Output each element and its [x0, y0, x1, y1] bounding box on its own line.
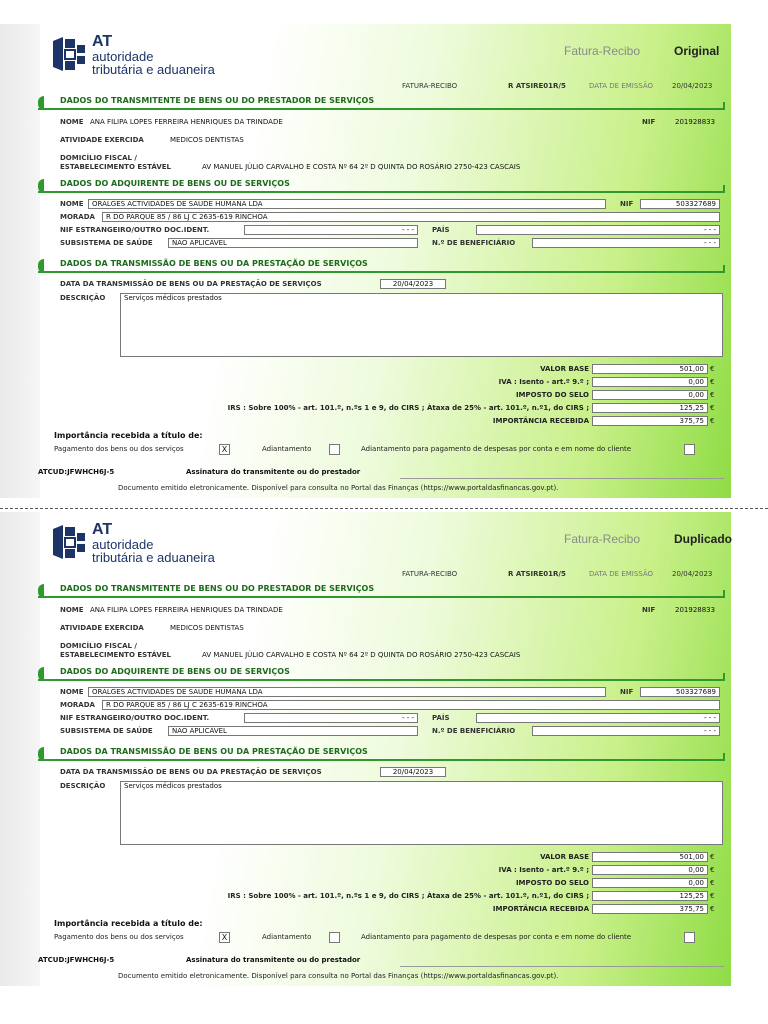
- description-label: DESCRIÇÃO: [60, 294, 106, 302]
- meta-type-label: FATURA-RECIBO: [402, 82, 458, 90]
- meta-number: R ATSIRE01R/5: [508, 82, 566, 90]
- doc-type: Fatura-Recibo: [564, 44, 641, 58]
- buyer-subsystem-label: SUBSISTEMA DE SAÚDE: [60, 727, 153, 735]
- buyer-country-field: - - -: [476, 225, 720, 235]
- watermark-seal: [0, 512, 40, 986]
- buyer-foreign-field: - - -: [244, 225, 418, 235]
- buyer-foreign-label: NIF ESTRANGEIRO/OUTRO DOC.IDENT.: [60, 714, 210, 722]
- authority-line3: tributária e aduaneira: [92, 62, 215, 77]
- issuer-activity: MEDICOS DENTISTAS: [170, 136, 244, 144]
- received-label: IMPORTÂNCIA RECEBIDA: [492, 905, 589, 913]
- selo-label: IMPOSTO DO SELO: [515, 391, 589, 399]
- buyer-subsystem-label: SUBSISTEMA DE SAÚDE: [60, 239, 153, 247]
- buyer-nif-label: NIF: [620, 688, 634, 696]
- description-label: DESCRIÇÃO: [60, 782, 106, 790]
- buyer-section-title: DADOS DO ADQUIRENTE DE BENS OU DE SERVIÇOS: [60, 667, 290, 676]
- signature-label: Assinatura do transmitente ou do prestador: [186, 956, 361, 964]
- buyer-section-header: [38, 667, 725, 681]
- received-label: IMPORTÂNCIA RECEBIDA: [492, 417, 589, 425]
- signature-line: [400, 966, 724, 967]
- irs-label: IRS : Sobre 100% - art. 101.º, n.ºs 1 e 9, do CIRS ; Àtaxa de 25% - art. 101.º, n.º1, do CIRS ;: [227, 404, 589, 412]
- issuer-name-label: NOME: [60, 118, 84, 126]
- issuer-nif-label: NIF: [642, 606, 656, 614]
- issuer-address-label-1: DOMICÍLIO FISCAL /: [60, 642, 137, 650]
- buyer-country-label: PAÍS: [432, 714, 450, 722]
- buyer-beneficiary-field: - - -: [532, 726, 720, 736]
- buyer-nif-field: 503327689: [640, 199, 720, 209]
- payment-expenses-checkbox[interactable]: [684, 444, 695, 455]
- buyer-beneficiary-label: N.º DE BENEFICIÁRIO: [432, 239, 516, 247]
- cut-line: [0, 508, 768, 509]
- meta-date-label: DATA DE EMISSÃO: [589, 570, 654, 578]
- iva-value: 0,00: [592, 865, 708, 875]
- buyer-subsystem-field: NÃO APLICÁVEL: [168, 238, 418, 248]
- buyer-nif-field: 503327689: [640, 687, 720, 697]
- base-value: 501,00: [592, 364, 708, 374]
- copy-label: Duplicado: [674, 532, 733, 546]
- issuer-activity-label: ATIVIDADE EXERCIDA: [60, 136, 144, 144]
- issuer-section-header: [38, 96, 725, 110]
- buyer-beneficiary-field: - - -: [532, 238, 720, 248]
- received-currency: €: [710, 417, 715, 425]
- received-value: 375,75: [592, 904, 708, 914]
- payment-option-goods: Pagamento dos bens ou dos serviços: [54, 933, 184, 941]
- issuer-activity-label: ATIVIDADE EXERCIDA: [60, 624, 144, 632]
- buyer-address-label: MORADA: [60, 213, 95, 221]
- atcud-code: ATCUD:JFWHCH6J-5: [38, 468, 115, 476]
- base-label: VALOR BASE: [540, 853, 589, 861]
- buyer-beneficiary-label: N.º DE BENEFICIÁRIO: [432, 727, 516, 735]
- transaction-section-header: [38, 747, 725, 761]
- receipt-duplicate: [38, 512, 731, 986]
- buyer-address-label: MORADA: [60, 701, 95, 709]
- buyer-name-label: NOME: [60, 688, 84, 696]
- at-emblem-icon: [50, 523, 88, 563]
- at-logo: [50, 34, 215, 76]
- base-currency: €: [710, 853, 715, 861]
- iva-currency: €: [710, 866, 715, 874]
- base-value: 501,00: [592, 852, 708, 862]
- issuer-name: ANA FILIPA LOPES FERREIRA HENRIQUES DA TRINDADE: [90, 118, 283, 126]
- issuer-section-title: DADOS DO TRANSMITENTE DE BENS OU DO PRESTADOR DE SERVIÇOS: [60, 584, 375, 593]
- buyer-name-field: ORALGES ACTIVIDADES DE SAUDE HUMANA LDA: [88, 199, 606, 209]
- issuer-address-label-2: ESTABELECIMENTO ESTÁVEL: [60, 163, 171, 171]
- description-field: Serviços médicos prestados: [120, 293, 723, 357]
- issuer-section-header: [38, 584, 725, 598]
- issuer-address: AV MANUEL JÚLIO CARVALHO E COSTA Nº 64 2º D QUINTA DO ROSÁRIO 2750-423 CASCAIS: [202, 651, 521, 659]
- transaction-date-label: DATA DA TRANSMISSÃO DE BENS OU DA PRESTAÇÃO DE SERVIÇOS: [60, 280, 322, 288]
- base-label: VALOR BASE: [540, 365, 589, 373]
- iva-label: IVA : Isento - art.º 9.º ;: [498, 866, 589, 874]
- payment-option-goods: Pagamento dos bens ou dos serviços: [54, 445, 184, 453]
- transaction-section-title: DADOS DA TRANSMISSÃO DE BENS OU DA PRESTAÇÃO DE SERVIÇOS: [60, 747, 368, 756]
- authority-line1: AT: [92, 33, 113, 50]
- issuer-address: AV MANUEL JÚLIO CARVALHO E COSTA Nº 64 2º D QUINTA DO ROSÁRIO 2750-423 CASCAIS: [202, 163, 521, 171]
- transaction-date-field: 20/04/2023: [380, 767, 446, 777]
- meta-date: 20/04/2023: [672, 570, 713, 578]
- issuer-activity: MEDICOS DENTISTAS: [170, 624, 244, 632]
- payment-title: Importância recebida a título de:: [54, 431, 203, 440]
- issuer-address-label-2: ESTABELECIMENTO ESTÁVEL: [60, 651, 171, 659]
- received-currency: €: [710, 905, 715, 913]
- authority-line3: tributária e aduaneira: [92, 550, 215, 565]
- selo-value: 0,00: [592, 878, 708, 888]
- irs-currency: €: [710, 892, 715, 900]
- buyer-address-field: R DO PARQUE 85 / 86 LJ C 2635-619 RINCHOA: [102, 700, 720, 710]
- payment-option-advance: Adiantamento: [262, 933, 312, 941]
- meta-number: R ATSIRE01R/5: [508, 570, 566, 578]
- selo-currency: €: [710, 879, 715, 887]
- payment-option-advance: Adiantamento: [262, 445, 312, 453]
- payment-goods-checkbox[interactable]: X: [219, 444, 230, 455]
- payment-advance-checkbox[interactable]: [329, 444, 340, 455]
- selo-currency: €: [710, 391, 715, 399]
- buyer-country-label: PAÍS: [432, 226, 450, 234]
- buyer-address-field: R DO PARQUE 85 / 86 LJ C 2635-619 RINCHOA: [102, 212, 720, 222]
- meta-date: 20/04/2023: [672, 82, 713, 90]
- irs-value: 125,25: [592, 891, 708, 901]
- payment-goods-checkbox[interactable]: X: [219, 932, 230, 943]
- payment-advance-checkbox[interactable]: [329, 932, 340, 943]
- buyer-name-field: ORALGES ACTIVIDADES DE SAUDE HUMANA LDA: [88, 687, 606, 697]
- issuer-nif: 201928833: [675, 606, 716, 614]
- iva-value: 0,00: [592, 377, 708, 387]
- issuer-nif-label: NIF: [642, 118, 656, 126]
- issuer-name-label: NOME: [60, 606, 84, 614]
- issuer-section-title: DADOS DO TRANSMITENTE DE BENS OU DO PRESTADOR DE SERVIÇOS: [60, 96, 375, 105]
- authority-line1: AT: [92, 521, 113, 538]
- buyer-subsystem-field: NÃO APLICÁVEL: [168, 726, 418, 736]
- at-emblem-icon: [50, 35, 88, 75]
- selo-label: IMPOSTO DO SELO: [515, 879, 589, 887]
- payment-option-expenses: Adiantamento para pagamento de despesas por conta e em nome do cliente: [361, 933, 632, 941]
- irs-label: IRS : Sobre 100% - art. 101.º, n.ºs 1 e 9, do CIRS ; Àtaxa de 25% - art. 101.º, n.º1, do CIRS ;: [227, 892, 589, 900]
- issuer-nif: 201928833: [675, 118, 716, 126]
- description-field: Serviços médicos prestados: [120, 781, 723, 845]
- at-logo: [50, 522, 215, 564]
- copy-label: Original: [674, 44, 720, 58]
- selo-value: 0,00: [592, 390, 708, 400]
- buyer-foreign-field: - - -: [244, 713, 418, 723]
- footer-note: Documento emitido eletronicamente. Disponível para consulta no Portal das Finanças (https://www.portaldasfinancas.gov.pt).: [118, 484, 559, 492]
- buyer-section-header: [38, 179, 725, 193]
- meta-type-label: FATURA-RECIBO: [402, 570, 458, 578]
- irs-value: 125,25: [592, 403, 708, 413]
- signature-line: [400, 478, 724, 479]
- irs-currency: €: [710, 404, 715, 412]
- authority-line2: autoridade: [92, 537, 154, 552]
- buyer-country-field: - - -: [476, 713, 720, 723]
- transaction-date-field: 20/04/2023: [380, 279, 446, 289]
- receipt-original: [38, 24, 731, 498]
- signature-label: Assinatura do transmitente ou do prestador: [186, 468, 361, 476]
- meta-date-label: DATA DE EMISSÃO: [589, 82, 654, 90]
- buyer-section-title: DADOS DO ADQUIRENTE DE BENS OU DE SERVIÇOS: [60, 179, 290, 188]
- received-value: 375,75: [592, 416, 708, 426]
- transaction-section-title: DADOS DA TRANSMISSÃO DE BENS OU DA PRESTAÇÃO DE SERVIÇOS: [60, 259, 368, 268]
- authority-line2: autoridade: [92, 49, 154, 64]
- iva-currency: €: [710, 378, 715, 386]
- watermark-seal: [0, 24, 40, 498]
- doc-type: Fatura-Recibo: [564, 532, 641, 546]
- buyer-nif-label: NIF: [620, 200, 634, 208]
- base-currency: €: [710, 365, 715, 373]
- buyer-name-label: NOME: [60, 200, 84, 208]
- payment-title: Importância recebida a título de:: [54, 919, 203, 928]
- atcud-code: ATCUD:JFWHCH6J-5: [38, 956, 115, 964]
- transaction-section-header: [38, 259, 725, 273]
- issuer-address-label-1: DOMICÍLIO FISCAL /: [60, 154, 137, 162]
- footer-note: Documento emitido eletronicamente. Disponível para consulta no Portal das Finanças (https://www.portaldasfinancas.gov.pt).: [118, 972, 559, 980]
- payment-expenses-checkbox[interactable]: [684, 932, 695, 943]
- buyer-foreign-label: NIF ESTRANGEIRO/OUTRO DOC.IDENT.: [60, 226, 210, 234]
- issuer-name: ANA FILIPA LOPES FERREIRA HENRIQUES DA TRINDADE: [90, 606, 283, 614]
- transaction-date-label: DATA DA TRANSMISSÃO DE BENS OU DA PRESTAÇÃO DE SERVIÇOS: [60, 768, 322, 776]
- iva-label: IVA : Isento - art.º 9.º ;: [498, 378, 589, 386]
- payment-option-expenses: Adiantamento para pagamento de despesas por conta e em nome do cliente: [361, 445, 632, 453]
